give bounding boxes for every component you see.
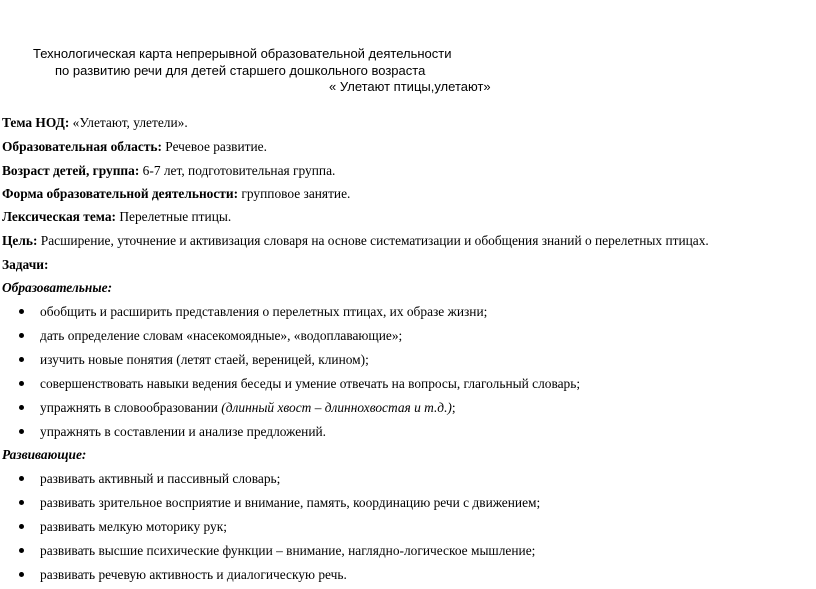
developing-heading: Развивающие: [2, 447, 87, 462]
field-label: Образовательная область: [2, 139, 162, 154]
doc-title-line1: Технологическая карта непрерывной образовательной деятельности [33, 46, 452, 61]
bullet-icon [19, 476, 24, 481]
field-topic [2, 115, 188, 131]
field-label: Возраст детей, группа: [2, 163, 140, 178]
bullet-icon [19, 381, 24, 386]
doc-title-line2: по развитию речи для детей старшего дошкольного возраста [55, 63, 426, 78]
bullet-icon [19, 500, 24, 505]
bullet-icon [19, 429, 24, 434]
bullet-icon [19, 357, 24, 362]
field-value: Расширение, уточнение и активизация словаря на основе систематизации и обобщения знаний о перелетных птицах. [37, 233, 709, 248]
bullet-icon [19, 548, 24, 553]
field-goal [2, 233, 709, 249]
field-value: Перелетные птицы. [115, 209, 232, 224]
field-label: Цель: [2, 233, 38, 248]
field-lexical-theme [2, 209, 231, 225]
field-label: Форма образовательной деятельности: [2, 186, 239, 201]
field-age-group [2, 163, 335, 179]
field-value: 6-7 лет, подготовительная группа. [139, 163, 336, 178]
field-form [2, 186, 350, 202]
bullet-icon [19, 524, 24, 529]
educational-heading: Образовательные: [2, 280, 113, 295]
field-value: Речевое развитие. [161, 139, 267, 154]
field-label: Тема НОД: [2, 115, 70, 130]
bullet-icon [19, 572, 24, 577]
bullet-icon [19, 405, 24, 410]
bullet-icon [19, 309, 24, 314]
field-label: Лексическая тема: [2, 209, 116, 224]
field-value: групповое занятие. [238, 186, 351, 201]
bullet-icon [19, 333, 24, 338]
field-value: «Улетают, улетели». [69, 115, 188, 130]
tasks-heading: Задачи: [2, 257, 49, 272]
doc-title-line3: « Улетают птицы,улетают» [329, 79, 491, 94]
field-area [2, 139, 267, 155]
